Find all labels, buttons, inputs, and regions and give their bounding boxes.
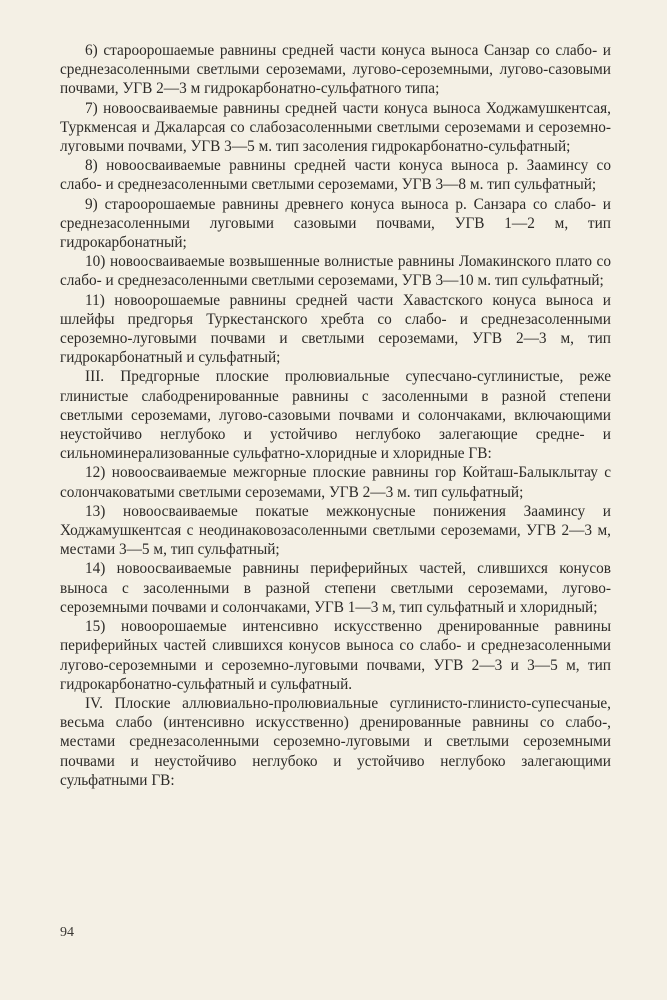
paragraph-11: 11) новоорошаемые равнины средней части Хавастского конуса выноса и шлейфы предгорья Туркестанского хребта со слабо- и среднезасоленными сероземно-луговыми почвами и светлыми сероземами, УГВ 2—3 м, тип гидрокарбонатный и сульфатный; xyxy=(60,291,611,367)
paragraph-12: 12) новоосваиваемые межгорные плоские равнины гор Койташ-Балыклытау с солончаковатыми светлыми сероземами, УГВ 2—3 м. тип сульфатный; xyxy=(60,464,611,501)
page-number: 94 xyxy=(60,925,74,940)
paragraph-15: 15) новоорошаемые интенсивно искусственно дренированные равнины периферийных частей слившихся конусов выноса со слабо- и среднезасоленными лугово-сероземными и сероземно-луговыми почвами, УГВ 2—3 и 3—5 м, тип гидрокарбонатно-сульфатный и сульфатный. xyxy=(60,618,611,693)
paragraph-13: 13) новоосваиваемые покатые межконусные понижения Зааминсу и Ходжамушкентсая с неодинаковозасоленными светлыми сероземами, УГВ 2—3 м, местами 3—5 м, тип сульфатный; xyxy=(60,502,611,559)
body-text xyxy=(60,41,611,790)
paragraph-14: 14) новоосваиваемые равнины периферийных частей, слившихся конусов выноса с засоленными в разной степени светлыми сероземами, лугово-сероземными почвами и солончаками, УГВ 1—3 м, тип сульфатный и хлоридный; xyxy=(60,560,611,616)
paragraph-9: 9) староорошаемые равнины древнего конуса выноса р. Санзара со слабо- и среднезасоленными луговыми сазовыми почвами, УГВ 1—2 м, тип гидрокарбонатный; xyxy=(60,195,611,252)
section-iv-heading-paragraph: IV. Плоские аллювиально-пролювиальные суглинисто-глинисто-супесчаные, весьма слабо (интенсивно искусственно) дренированные равнины со слабо-, местами среднезасоленными сероземно-луговыми и светлыми сероземными почвами и неустойчиво неглубоко и устойчиво неглубоко залегающими сульфатными ГВ: xyxy=(60,694,611,789)
paragraph-7: 7) новоосваиваемые равнины средней части конуса выноса Ходжамушкентсая, Туркменсая и Джаларсая со слабозасоленными светлыми сероземами и сероземно-луговыми почвами, УГВ 3—5 м. тип засоления гидрокарбонатно-сульфатный; xyxy=(60,99,611,156)
section-iii-heading-paragraph: III. Предгорные плоские пролювиальные супесчано-суглинистые, реже глинистые слабодренированные равнины с засоленными в разной степени светлыми сероземами, лугово-сазовыми почвами и солончаками, включающими неустойчиво неглубоко и устойчиво неглубоко залегающие средне- и сильноминерализованные сульфатно-хлоридные и хлоридные ГВ: xyxy=(60,368,611,463)
paragraph-8: 8) новоосваиваемые равнины средней части конуса выноса р. Зааминсу со слабо- и среднезасоленными светлыми сероземами, УГВ 3—8 м. тип сульфатный; xyxy=(60,157,611,194)
paragraph-6: 6) староорошаемые равнины средней части конуса выноса Санзар со слабо- и среднезасоленными светлыми сероземами, лугово-сероземными, лугово-сазовыми почвами, УГВ 2—3 м гидрокарбонатно-сульфатного типа; xyxy=(60,42,611,98)
paragraph-10: 10) новоосваиваемые возвышенные волнистые равнины Ломакинского плато со слабо- и среднезасоленными светлыми сероземами, УГВ 3—10 м. тип сульфатный; xyxy=(60,253,611,290)
